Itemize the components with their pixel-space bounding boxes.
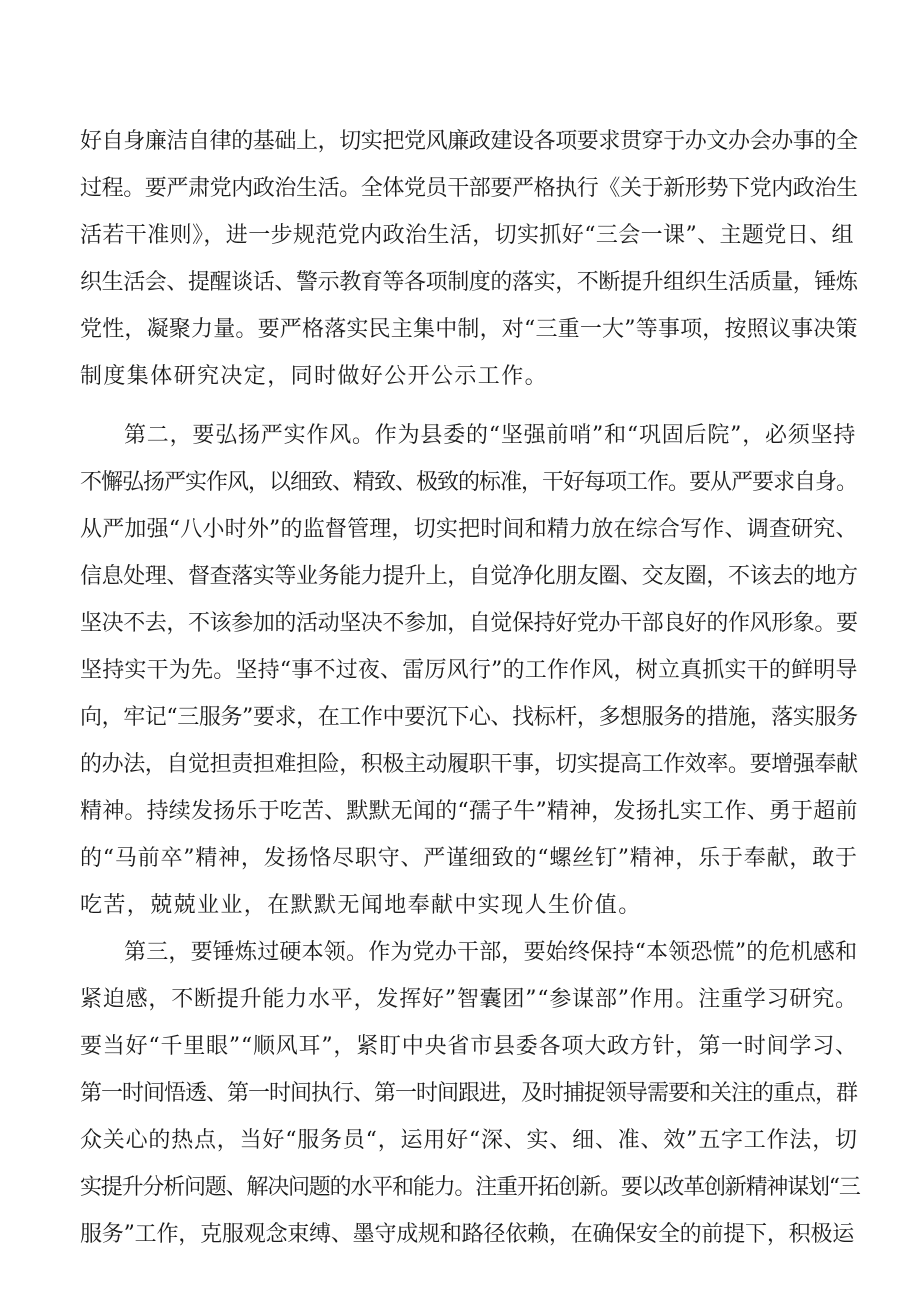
text-line: 过程。要严肃党内政治生活。全体党员干部要严格执行《关于新形势下党内政治生 bbox=[80, 176, 858, 201]
paragraph-2 bbox=[80, 412, 860, 929]
text-line: 第二，要弘扬严实作风。作为县委的“坚强前哨”和“巩固后院”，必须坚持 bbox=[124, 423, 857, 448]
text-line: 第一时间悟透、第一时间执行、第一时间跟进，及时捕捉领导需要和关注的重点，群 bbox=[80, 1081, 858, 1106]
text-line: 众关心的热点，当好“服务员“，运用好“深、实、细、准、效”五字工作法，切 bbox=[80, 1128, 858, 1153]
text-line: 精神。持续发扬乐于吃苦、默默无闻的“孺子牛”精神，发扬扎实工作、勇于超前 bbox=[80, 799, 858, 824]
text-line: 的办法，自觉担责担难担险，积极主动履职干事，切实提高工作效率。要增强奉献 bbox=[80, 752, 858, 777]
paragraph-3 bbox=[80, 929, 860, 1258]
text-line: 的“马前卒”精神，发扬恪尽职守、严谨细致的“螺丝钉”精神，乐于奉献，敢于 bbox=[80, 846, 858, 871]
text-line: 坚持实干为先。坚持“事不过夜、雷厉风行”的工作作风，树立真抓实干的鲜明导 bbox=[80, 658, 858, 683]
text-line: 要当好“千里眼”“顺风耳”，紧盯中央省市县委各项大政方针，第一时间学习、 bbox=[80, 1034, 858, 1059]
text-line: 服务”工作，克服观念束缚、墨守成规和路径依赖，在确保安全的前提下，积极运 bbox=[80, 1222, 855, 1247]
text-line: 织生活会、提醒谈话、警示教育等各项制度的落实，不断提升组织生活质量，锤炼 bbox=[80, 270, 858, 295]
paragraph-1 bbox=[80, 118, 860, 400]
text-line: 向，牢记“三服务”要求，在工作中要沉下心、找标杆，多想服务的措施，落实服务 bbox=[80, 705, 858, 730]
text-line: 制度集体研究决定，同时做好公开公示工作。 bbox=[80, 364, 549, 389]
text-line: 活若干准则》，进一步规范党内政治生活，切实抓好“三会一课”、主题党日、组 bbox=[80, 223, 854, 248]
text-line: 从严加强“八小时外”的监督管理，切实把时间和精力放在综合写作、调查研究、 bbox=[80, 517, 858, 542]
text-line: 吃苦，兢兢业业，在默默无闻地奉献中实现人生价值。 bbox=[80, 893, 642, 918]
text-line: 坚决不去，不该参加的活动坚决不参加，自觉保持好党办干部良好的作风形象。要 bbox=[80, 611, 858, 636]
text-line: 好自身廉洁自律的基础上，切实把党风廉政建设各项要求贯穿于办文办会办事的全 bbox=[80, 129, 858, 154]
document-body bbox=[80, 118, 860, 1258]
text-line: 第三，要锤炼过硬本领。作为党办干部，要始终保持“本领恐慌”的危机感和 bbox=[124, 940, 858, 965]
text-line: 实提升分析问题、解决问题的水平和能力。注重开拓创新。要以改革创新精神谋划“三 bbox=[80, 1175, 860, 1200]
text-line: 不懈弘扬严实作风，以细致、精致、极致的标准，干好每项工作。要从严要求自身。 bbox=[80, 470, 858, 495]
text-line: 信息处理、督查落实等业务能力提升上，自觉净化朋友圈、交友圈，不该去的地方 bbox=[80, 564, 858, 589]
text-line: 紧迫感，不断提升能力水平，发挥好”智囊团”“参谋部”作用。注重学习研究。 bbox=[80, 987, 858, 1012]
text-line: 党性，凝聚力量。要严格落实民主集中制，对“三重一大”等事项，按照议事决策 bbox=[80, 317, 858, 342]
